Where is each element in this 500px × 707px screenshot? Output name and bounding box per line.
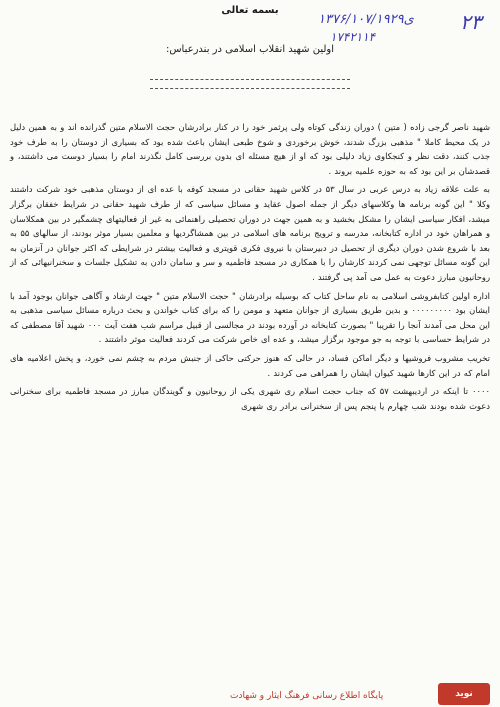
watermark-text: پایگاه اطلاع رسانی فرهنگ ایثار و شهادت: [230, 691, 384, 701]
paragraph: ۰۰۰۰ تا اینکه در اردیبهشت ۵۷ که جناب حجت اسلام ری شهری یکی از روحانیون و گویندگان مبارز در مسجد فاطمیه برای سخنرانی دعوت شده بودند شب چهارم یا پنجم پس از سخنرانی برادر ری شهری: [10, 386, 490, 411]
basmala: بسمه تعالی: [221, 5, 279, 16]
handwritten-reference: ۱۳۷۶/۱۰۷/۱۹۲۹ی: [318, 12, 414, 27]
paragraph: شهید ناصر گرجی زاده ( متین ) دوران زندگی کوتاه ولی پرثمر خود را در کنار برادرشان حجت الاسلام متین گذرانده اند و به همین دلیل در یک محیط کاملا " مذهبی بزرگ شدند، خوش برخوردی و شوخ طبعی ایشان باعث شده بود که بسیاری از دوستان را به طرف خود جذب کنند، دقت نظر و کنجکاوی زیاد دلیلی بود که او از هیچ مسئله ای بدون بررسی کامل نگذرند امام را بسیار دوست می داشتند، و قصدشان بر این بود که به حوزه علمیه بروند .: [10, 122, 490, 176]
handwritten-number: ۱۷۴۲۱۱۴: [330, 30, 376, 44]
paragraph: اداره اولین کتابفروشی اسلامی به نام ساحل کتاب که بوسیله برادرشان " حجت الاسلام متین " جهت ارشاد و آگاهی جوانان بوجود آمد با ایشان بود ۰۰۰۰۰۰۰۰۰ و بدین طریق بسیاری از جوانان متعهد و مومن را که برای کتاب خواندن و بحث درباره مسائل سیاسی مذهبی به این محل می آمدند آنجا را تقریبا " بصورت کتابخانه در آورده بودند در مجالسی از قبیل مراسم شب هفت آیت ۰۰۰ شهید آقا مصطفی که در شرایط حساسی با توجه به جو موجود برگزار میشد، و عده ای خاص شرکت می کردند فعالیت موثر داشتند .: [10, 290, 490, 345]
document-body: [10, 120, 490, 681]
heading-divider: [150, 88, 350, 89]
logo-icon: نوید: [438, 683, 490, 705]
heading-divider: [150, 79, 350, 80]
site-watermark: [0, 681, 500, 707]
paragraph: به علت علاقه زیاد به درس عربی در سال ۵۳ در کلاس شهید حقانی در مسجد کوفه با عده ای از دوستان مذهبی خود شرکت داشتند وکلا " این گونه برنامه ها وکلاسهای دیگر از جمله اصول عقاید و مسائل سیاسی که از طرف شهید حقانی در شرایط خفقان برگزار میشد، افکار سیاسی ایشان را مشکل بخشید و به همین جهت در دوران تحصیلی راهنمائی به غیر از فعالیتهای چشمگیر در بین همکلاسان و همراهان خود در اداره کتابخانه، مدرسه و ترویج برنامه های اسلامی در بین همشاگردیها و معلمین بسیار موثر بودند، از سالهای ۵۵ به بعد با شروع شدن دوران دیگری از تحصیل در دبیرستان با نیروی فکری قویتری و فعالیت بیشتر در شرایطی که اکثر جوانان در آنزمان به این گونه مسائل توجهی نمی کردند کارشان را با همکاری در مسجد فاطمیه و سر و سامان دادن به تشکیل جلسات و سخنرانیهائی که از روحانیون مبارز دعوت به عمل می آمد پی گرفتند .: [10, 184, 490, 282]
handwritten-page-number: ۲۳: [460, 10, 482, 34]
paragraph: تخریب مشروب فروشیها و دیگر اماکن فساد، در حالی که هنوز حرکتی حاکی از جنبش مردم به چشم نمی خورد، و پخش اعلامیه های امام که در این کارها شهید کیوان ایشان را همراهی می کردند .: [10, 352, 490, 378]
document-heading: اولین شهید انقلاب اسلامی در بندرعباس:: [165, 44, 335, 55]
